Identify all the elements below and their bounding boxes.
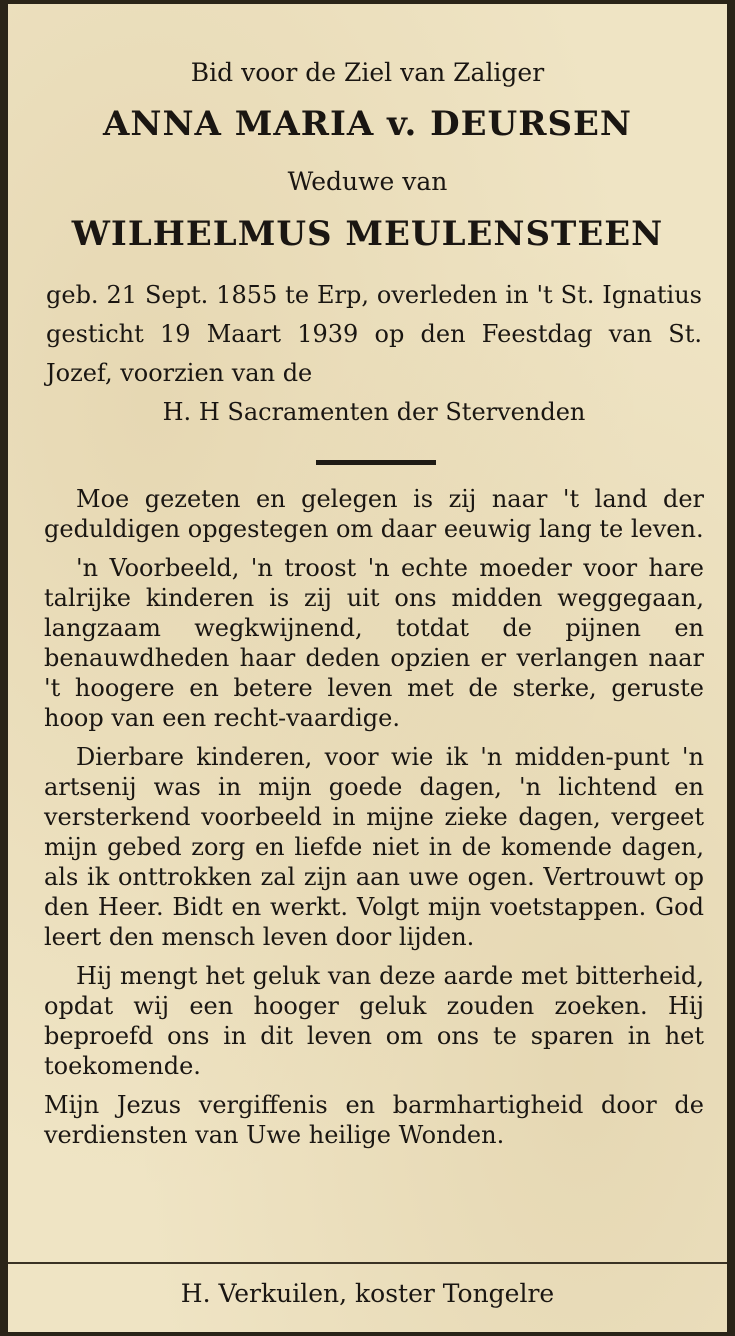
life-details-text: geb. 21 Sept. 1855 te Erp, overleden in 't St. Ignatius gesticht 19 Maart 1939 op den Feestdag van St. Jozef, voorzien van de bbox=[46, 281, 702, 387]
paragraph: Mijn Jezus vergiffenis en barmhartigheid door de verdiensten van Uwe heilige Wonden. bbox=[44, 1091, 704, 1149]
life-details-last-line: H. H Sacramenten der Stervenden bbox=[162, 398, 586, 426]
intro-line: Bid voor de Ziel van Zaliger bbox=[190, 58, 545, 87]
footer-rule bbox=[8, 1262, 727, 1264]
spouse-name: WILHELMUS MEULENSTEEN bbox=[71, 214, 664, 254]
deceased-name: ANNA MARIA v. DEURSEN bbox=[102, 104, 632, 144]
paragraph: 'n Voorbeeld, 'n troost 'n echte moeder voor hare talrijke kinderen is zij uit ons midden weggegaan, langzaam wegkwijnend, totdat de pijnen en benauwdheden haar deden opzien er verlangen naar 't hoogere en betere leven met de sterke, geruste hoop van een recht-vaardige. bbox=[44, 554, 704, 732]
life-details bbox=[46, 276, 702, 432]
printer-credit: H. Verkuilen, koster Tongelre bbox=[180, 1279, 555, 1308]
memorial-text bbox=[44, 484, 704, 1159]
divider-bar bbox=[316, 460, 436, 465]
paragraph: Hij mengt het geluk van deze aarde met bitterheid, opdat wij een hooger geluk zouden zoeken. Hij beproefd ons in dit leven om ons te sparen in het toekomende. bbox=[44, 962, 704, 1080]
paragraph: Dierbare kinderen, voor wie ik 'n midden-punt 'n artsenij was in mijn goede dagen, 'n lichtend en versterkend voorbeeld in mijne zieke dagen, vergeet mijn gebed zorg en liefde niet in de komende dagen, als ik onttrokken zal zijn aan uwe ogen. Vertrouwt op den Heer. Bidt en werkt. Volgt mijn voetstappen. God leert den mensch leven door lijden. bbox=[44, 743, 704, 951]
memorial-card bbox=[8, 4, 727, 1332]
paragraph: Moe gezeten en gelegen is zij naar 't land der geduldigen opgestegen om daar eeuwig lang te leven. bbox=[44, 485, 704, 543]
widow-of-line: Weduwe van bbox=[287, 167, 448, 196]
